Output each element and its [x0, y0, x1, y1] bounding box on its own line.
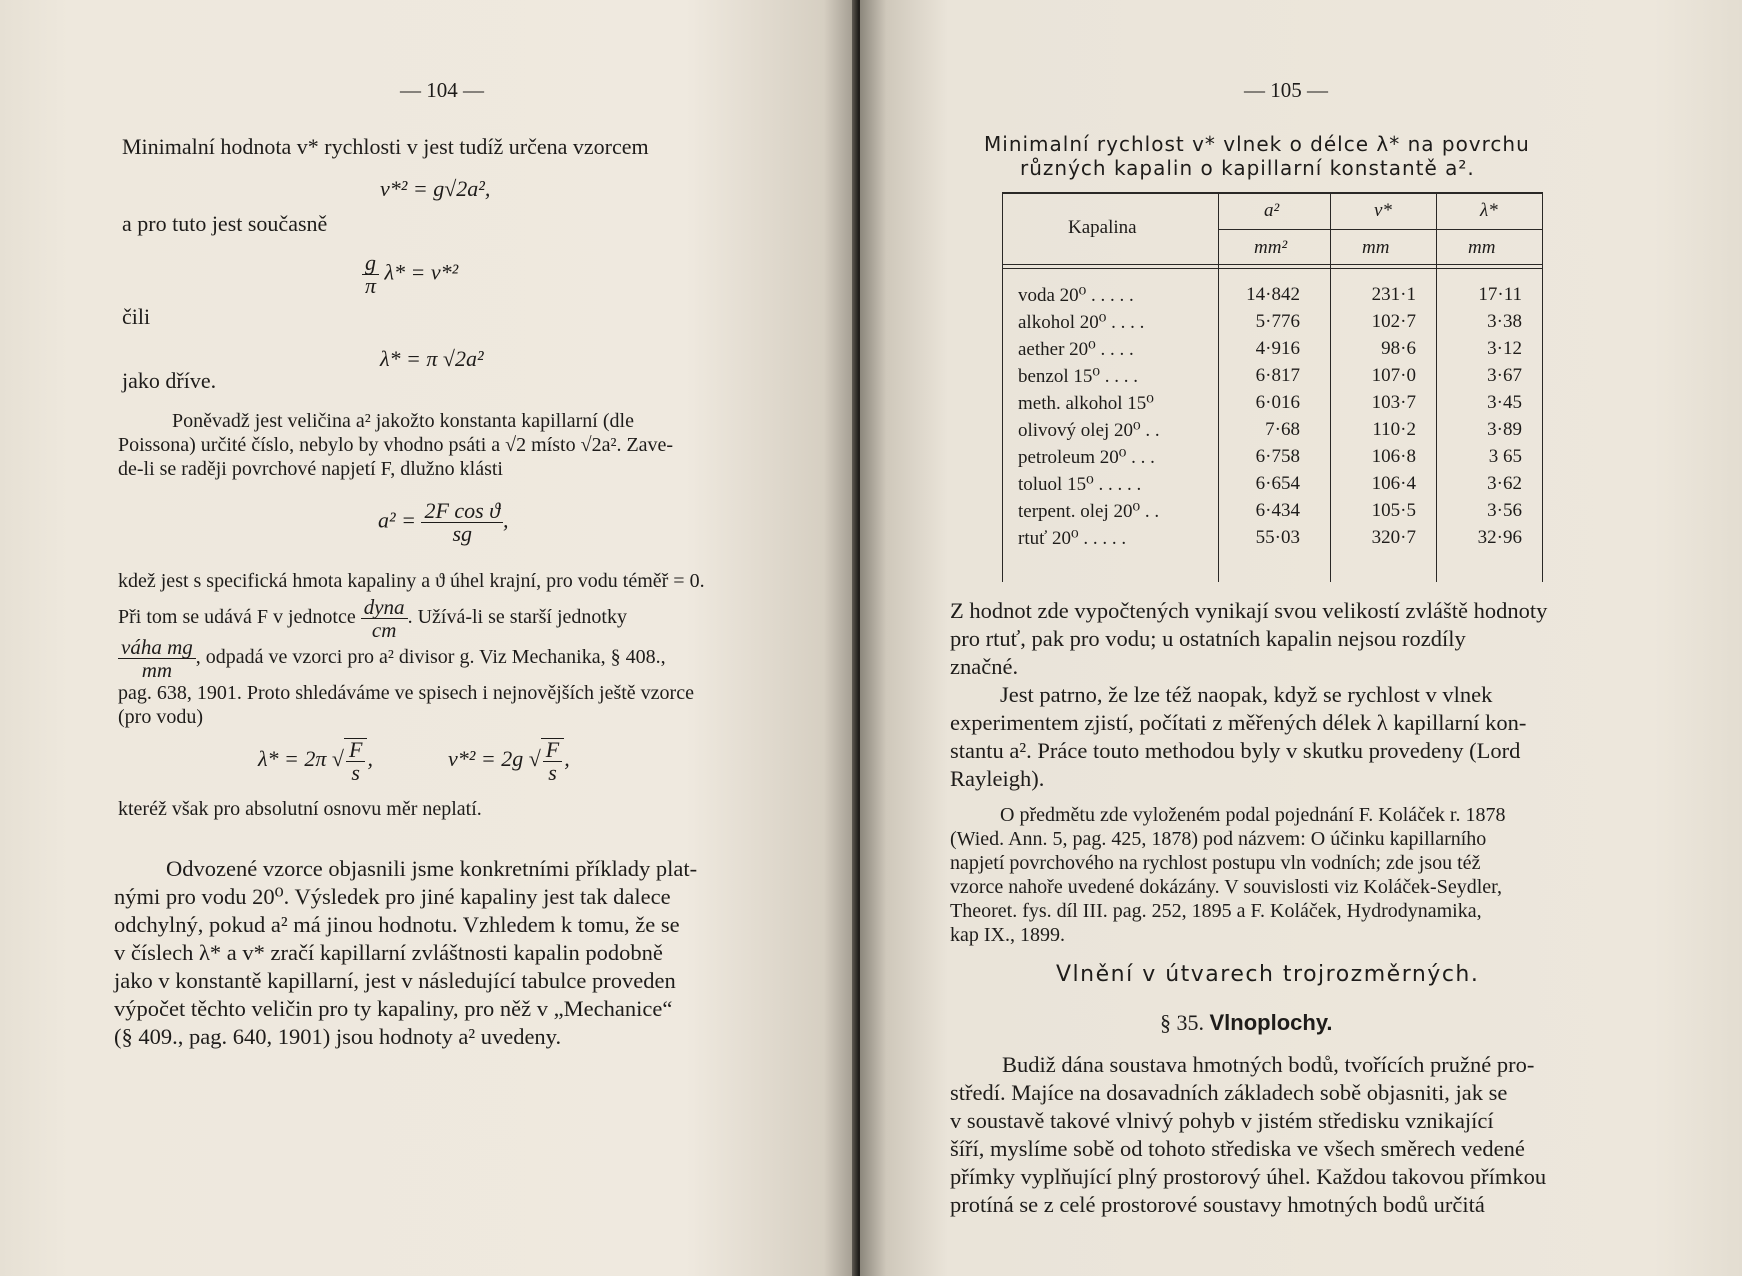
note-line: (Wied. Ann. 5, pag. 425, 1878) pod názvem: O účinku kapillarního	[950, 828, 1487, 850]
table-cell-a2: 4·916	[1255, 338, 1300, 359]
note-line: napjetí povrchového na rychlost postupu vln vodních; zde jsou též	[950, 852, 1481, 874]
page-number: — 105 —	[1244, 78, 1328, 102]
paragraph-line: kteréž však pro absolutní osnovu měr neplatí.	[118, 798, 482, 820]
paragraph-line: (§ 409., pag. 640, 1901) jsou hodnoty a² uvedeny.	[114, 1024, 562, 1049]
paragraph-line: pag. 638, 1901. Proto shledáváme ve spisech i nejnovějších ještě vzorce	[118, 682, 694, 704]
table-cell-v: 102·7	[1371, 311, 1416, 332]
table-header: Kapalina	[1068, 217, 1137, 238]
paragraph-line: čili	[122, 304, 151, 329]
paragraph-line: v číslech λ* a v* zračí kapillarní zvláštnosti kapalin podobně	[114, 940, 663, 965]
table-cell-v: 98·6	[1381, 338, 1416, 359]
paragraph-line: (pro vodu)	[118, 706, 203, 728]
table-header: v*	[1374, 200, 1392, 221]
table-header: λ*	[1480, 200, 1498, 221]
paragraph-line: Rayleigh).	[950, 766, 1045, 791]
equation: a² = $\frac{\text{2F cos ϑ}}{sg}$ ,	[378, 498, 509, 546]
paragraph-line: Z hodnot zde vypočtených vynikají svou velikostí zvláště hodnoty	[950, 598, 1548, 623]
paragraph-line: značné.	[950, 654, 1019, 679]
table-cell-lambda: 3·45	[1487, 392, 1522, 413]
fraction: $\frac{\text{2F cos ϑ}}{sg}$	[421, 500, 503, 545]
paragraph-line: pro rtuť, pak pro vodu; u ostatních kapalin nejsou rozdíly	[950, 626, 1466, 651]
note-line: kap IX., 1899.	[950, 924, 1065, 946]
table-cell-v: 106·4	[1371, 473, 1416, 494]
table-cell-lambda: 3·62	[1487, 473, 1522, 494]
fraction: $\frac{F}{s}$	[541, 738, 564, 784]
equation: v*² = g√2a²,	[380, 176, 491, 201]
table-rule	[1002, 268, 1542, 269]
table-cell-liquid: rtuť 20⁰ . . . . .	[1018, 528, 1127, 549]
table-cell-lambda: 3 65	[1488, 446, 1522, 467]
table-cell-lambda: 3·38	[1487, 311, 1522, 332]
table-cell-lambda: 32·96	[1477, 527, 1522, 548]
chapter-heading: Vlnění v útvarech trojrozměrných.	[1056, 962, 1480, 987]
table-cell-v: 105·5	[1371, 500, 1416, 521]
fraction: $\frac{F}{s}$	[344, 738, 367, 784]
paragraph-line: šíří, myslíme sobě od tohoto střediska ve všech směrech vedené	[950, 1136, 1525, 1161]
paragraph-line: stantu a². Práce touto methodou byly v skutku provedeny (Lord	[950, 738, 1521, 763]
table-rule	[1002, 192, 1003, 582]
table-rule	[1218, 229, 1542, 230]
note-line: Theoret. fys. díl III. pag. 252, 1895 a F. Koláček, Hydrodynamika,	[950, 900, 1482, 922]
table-cell-a2: 6·654	[1255, 473, 1300, 494]
paragraph-line: Poněvadž jest veličina a² jakožto konstanta kapillarní (dle	[172, 410, 634, 432]
fraction: $\frac{\text{váha mg}}{mm}$	[118, 636, 196, 681]
paragraph-line: de-li se raději povrchové napjetí F, dlužno klásti	[118, 458, 503, 480]
table-cell-liquid: olivový olej 20⁰ . .	[1018, 420, 1160, 441]
table-cell-v: 103·7	[1371, 392, 1416, 413]
paragraph-line: přímky vyplňující plný prostorový úhel. Každou takovou přímkou	[950, 1164, 1547, 1189]
note-line: vzorce nahoře uvedené dokázány. V souvislosti viz Koláček-Seydler,	[950, 876, 1502, 898]
table-cell-lambda: 3·12	[1487, 338, 1522, 359]
table-cell-a2: 5·776	[1255, 311, 1300, 332]
table-rule	[1330, 192, 1331, 582]
table-cell-v: 110·2	[1372, 419, 1416, 440]
table-rule	[1002, 192, 1542, 194]
table-cell-v: 231·1	[1371, 284, 1416, 305]
table-rule	[1542, 192, 1543, 582]
paragraph-line: protíná se z celé prostorové soustavy hmotných bodů určitá	[950, 1192, 1485, 1217]
table-cell-lambda: 3·56	[1487, 500, 1522, 521]
paragraph-line: nými pro vodu 20⁰. Výsledek pro jiné kapaliny jest tak dalece	[114, 884, 671, 909]
table-cell-liquid: toluol 15⁰ . . . . .	[1018, 474, 1142, 495]
table-cell-a2: 6·758	[1255, 446, 1300, 467]
table-cell-v: 320·7	[1371, 527, 1416, 548]
table-header: a²	[1264, 200, 1280, 221]
table-cell-liquid: terpent. olej 20⁰ . .	[1018, 501, 1160, 522]
equation: v*² = 2g √ $\frac{F}{s}$ ,	[448, 737, 570, 785]
table-caption: Minimalní rychlost v* vlnek o délce λ* na povrchu	[984, 132, 1530, 156]
equation: $\frac{g}{\pi}$ λ* = v*²	[362, 252, 458, 297]
paragraph-line: Odvozené vzorce objasnili jsme konkretními příklady plat-	[166, 856, 698, 881]
page-number: — 104 —	[400, 78, 484, 102]
table-caption: různých kapalin o kapillarní konstantě a².	[1020, 156, 1475, 180]
table-cell-a2: 7·68	[1265, 419, 1300, 440]
table-cell-lambda: 3·67	[1487, 365, 1522, 386]
paragraph-line: jako dříve.	[122, 368, 217, 393]
paragraph-line: Jest patrno, že lze též naopak, když se rychlost v vlnek	[1000, 682, 1493, 707]
left-page	[0, 0, 858, 1276]
table-cell-a2: 6·817	[1255, 365, 1300, 386]
table-cell-liquid: meth. alkohol 15⁰	[1018, 393, 1154, 414]
table-cell-lambda: 17·11	[1478, 284, 1522, 305]
table-cell-liquid: benzol 15⁰ . . . .	[1018, 366, 1139, 387]
table-cell-a2: 6·016	[1255, 392, 1300, 413]
paragraph-line: Poissona) určité číslo, nebylo by vhodno psáti a √2 místo √2a². Zave-	[118, 434, 674, 456]
equation: λ* = 2π √ $\frac{F}{s}$ ,	[258, 737, 373, 785]
table-cell-liquid: aether 20⁰ . . . .	[1018, 339, 1134, 360]
data-table	[1002, 192, 1542, 582]
paragraph-line: jako v konstantě kapillarní, jest v následující tabulce proveden	[114, 968, 676, 993]
table-cell-liquid: voda 20⁰ . . . . .	[1018, 285, 1134, 306]
paragraph-line: experimentem zjistí, počítati z měřených délek λ kapillarní kon-	[950, 710, 1527, 735]
paragraph-line: Při tom se udává F v jednotce $\frac{\text{dyna}}{cm}$ . Užívá-li se starší jednotky	[118, 595, 627, 642]
paragraph-line: kdež jest s specifická hmota kapaliny a ϑ úhel krajní, pro vodu téměř = 0.	[118, 570, 705, 592]
table-cell-a2: 14·842	[1246, 284, 1300, 305]
table-cell-liquid: alkohol 20⁰ . . . .	[1018, 312, 1145, 333]
paragraph-line: v soustavě takové vlnivý pohyb v jistém středisku vznikající	[950, 1108, 1494, 1133]
table-rule	[1218, 192, 1219, 582]
table-cell-liquid: petroleum 20⁰ . . .	[1018, 447, 1155, 468]
paragraph-line: odchylný, pokud a² má jinou hodnotu. Vzhledem k tomu, že se	[114, 912, 680, 937]
fraction: $\frac{\text{dyna}}{cm}$	[361, 596, 408, 641]
paragraph-line: výpočet těchto veličin pro ty kapaliny, pro něž v „Mechanice“	[114, 996, 673, 1021]
table-cell-v: 106·8	[1371, 446, 1416, 467]
table-cell-a2: 6·434	[1255, 500, 1300, 521]
table-unit: mm	[1468, 237, 1496, 258]
equation: λ* = π √2a²	[380, 346, 484, 371]
paragraph-line: a pro tuto jest současně	[122, 211, 328, 236]
table-cell-lambda: 3·89	[1487, 419, 1522, 440]
table-rule	[1002, 264, 1542, 265]
section-heading: § 35. Vlnoplochy.	[1160, 1010, 1333, 1035]
paragraph-line: Budiž dána soustava hmotných bodů, tvořících pružné pro-	[1002, 1052, 1535, 1077]
paragraph-line: středí. Majíce na dosavadních základech sobě objasniti, jak se	[950, 1080, 1508, 1105]
table-unit: mm	[1362, 237, 1390, 258]
fraction: $\frac{g}{\pi}$	[362, 252, 379, 297]
table-cell-v: 107·0	[1371, 365, 1416, 386]
table-unit: mm²	[1254, 237, 1288, 258]
table-rule	[1436, 192, 1437, 582]
paragraph-line: $\frac{\text{váha mg}}{mm}$ , odpadá ve vzorci pro a² divisor g. Viz Mechanika, § 408.,	[118, 636, 666, 681]
note-line: O předmětu zde vyloženém podal pojednání F. Koláček r. 1878	[1000, 804, 1506, 826]
paragraph-line: Minimalní hodnota v* rychlosti v jest tudíž určena vzorcem	[122, 134, 649, 159]
table-cell-a2: 55·03	[1255, 527, 1300, 548]
